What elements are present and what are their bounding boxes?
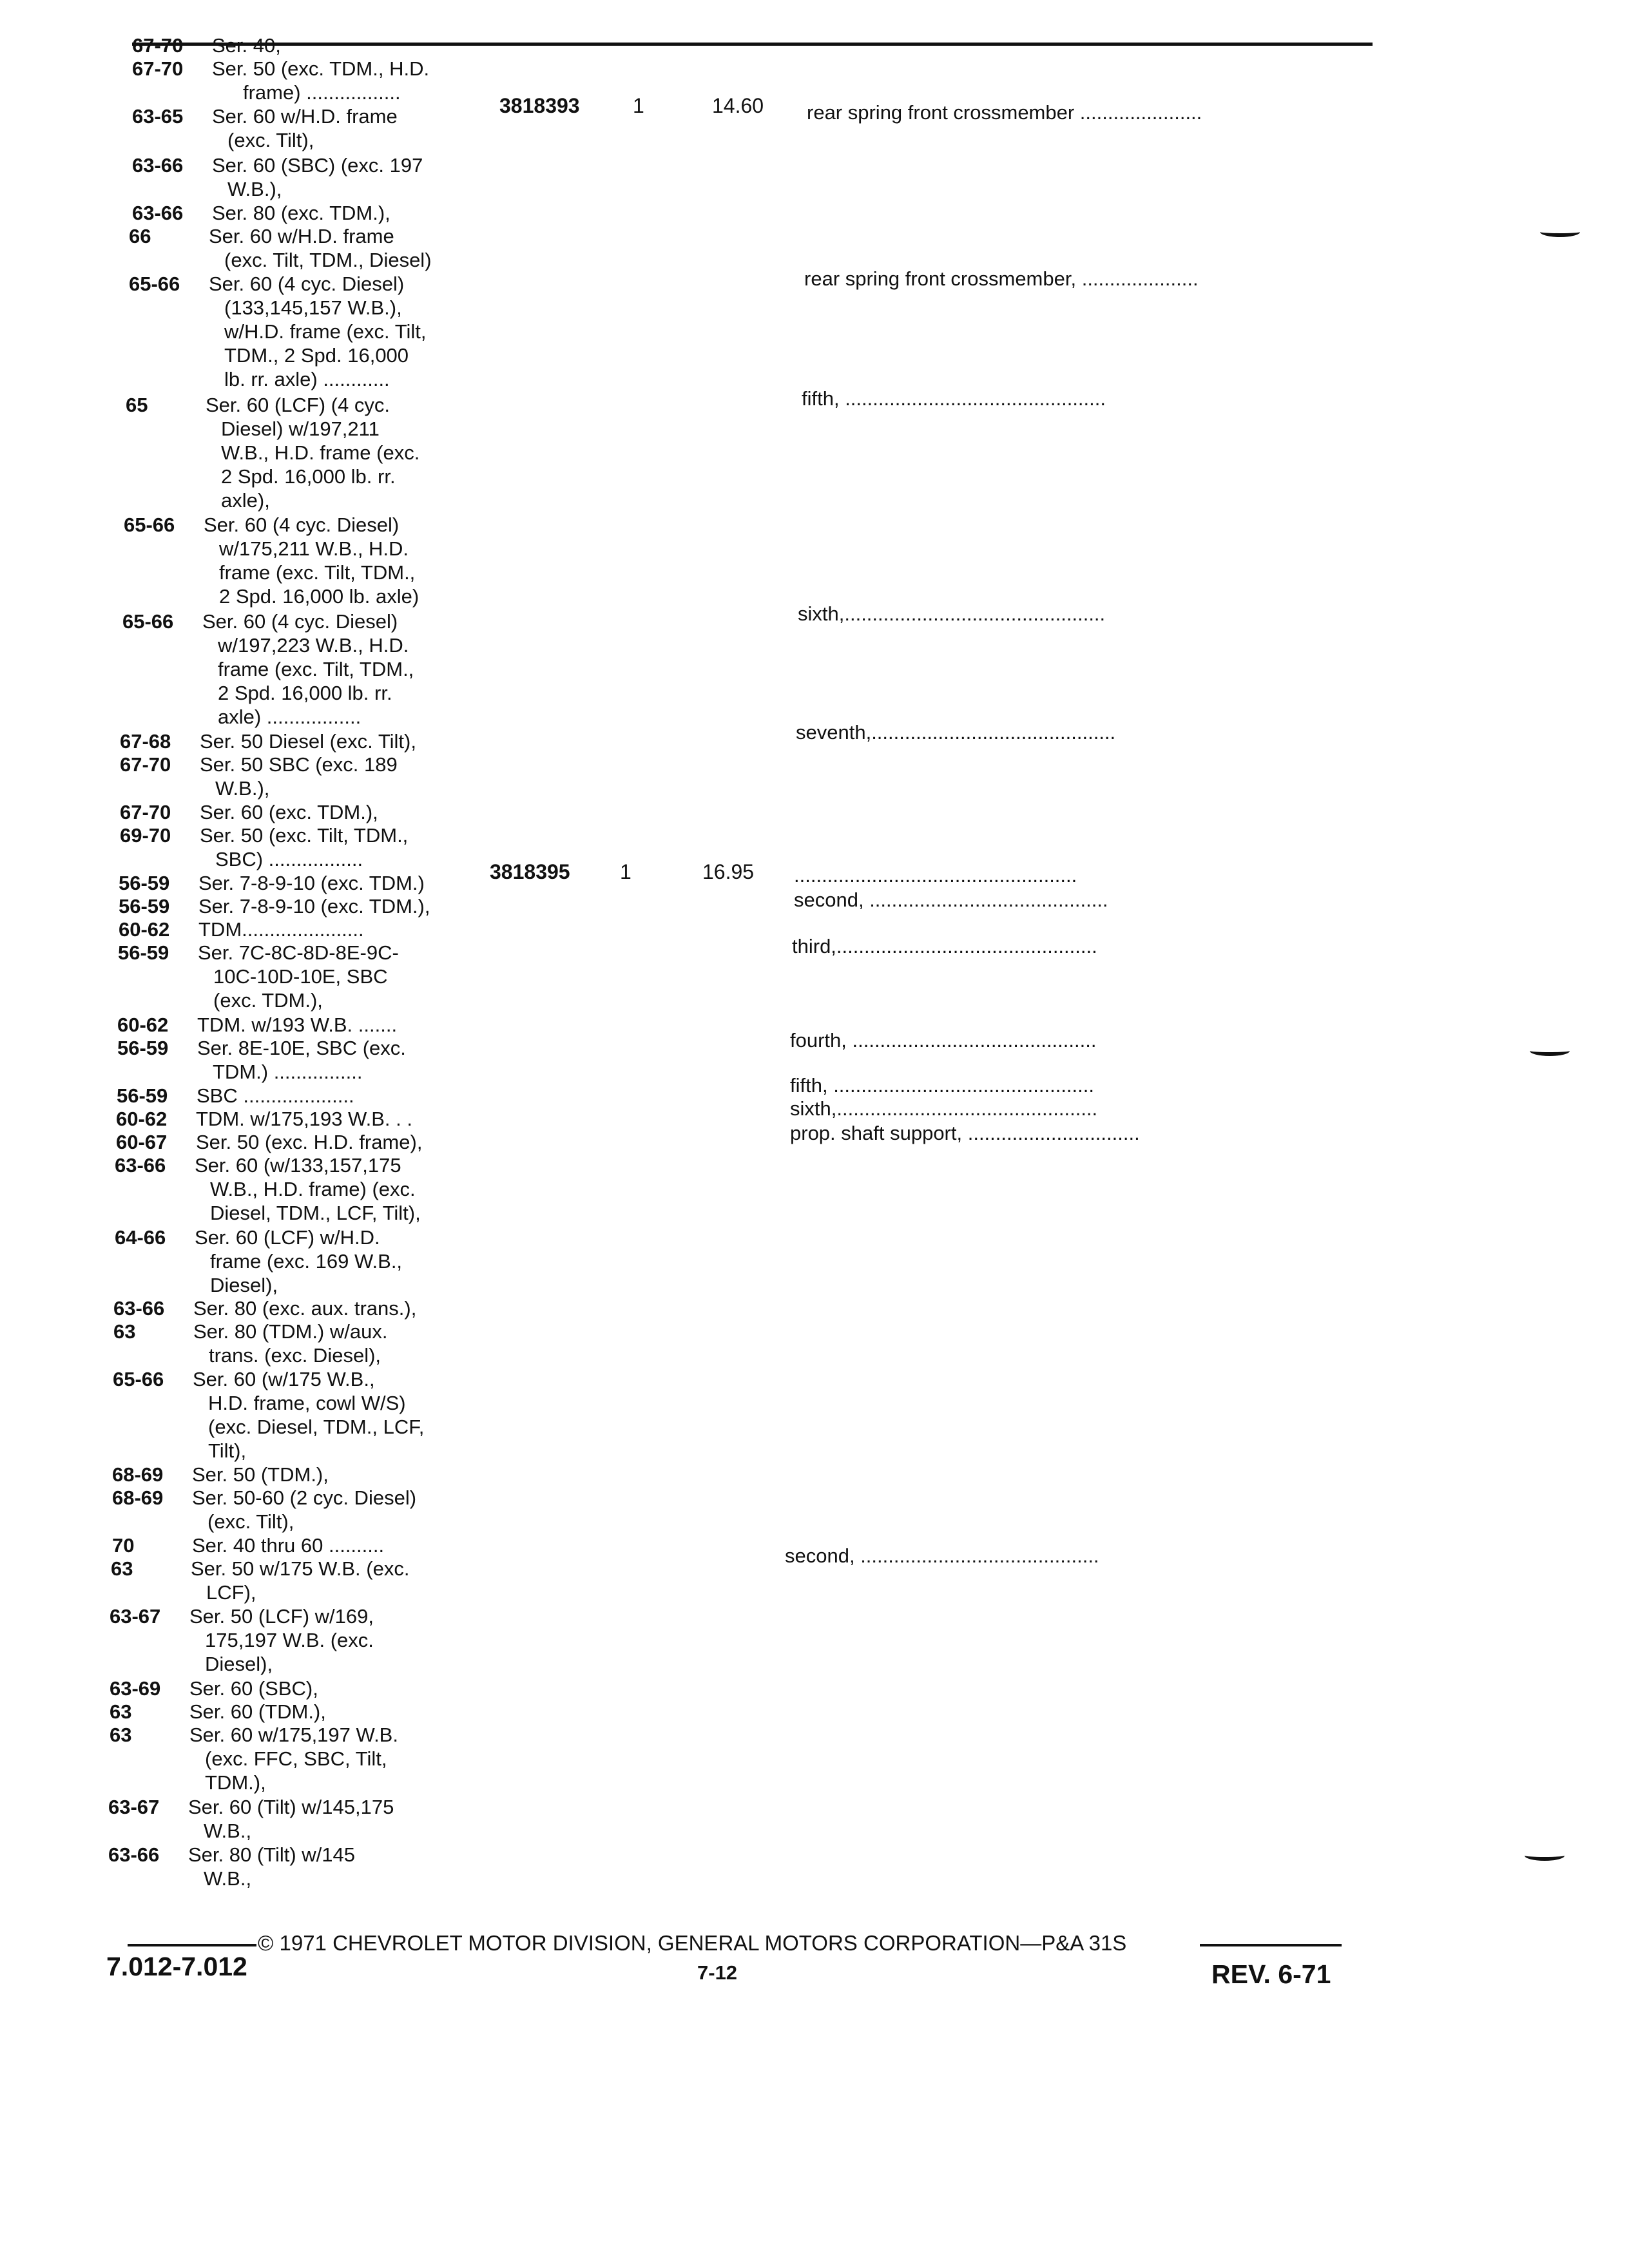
application-line: trans. (exc. Diesel),: [209, 1344, 381, 1367]
part-description: prop. shaft support, ...............................: [790, 1122, 1140, 1144]
model-years: 67-68: [120, 730, 171, 753]
application-line: SBC ....................: [197, 1084, 354, 1107]
application-line: Ser. 8E-10E, SBC (exc.: [197, 1037, 406, 1059]
application-line: Diesel, TDM., LCF, Tilt),: [210, 1202, 421, 1224]
application-line: (133,145,157 W.B.),: [224, 296, 402, 319]
part-description: third,...............................................: [792, 935, 1097, 957]
model-years: 63-67: [108, 1796, 160, 1818]
application-line: Ser. 60 (4 cyc. Diesel): [202, 610, 398, 633]
application-line: lb. rr. axle) ............: [224, 368, 390, 390]
part-description: fourth, ............................................: [790, 1029, 1097, 1052]
application-line: Ser. 50 (exc. TDM., H.D.: [212, 57, 430, 80]
quantity: 1: [633, 94, 644, 117]
model-years: 67-70: [120, 753, 171, 776]
application-line: (exc. TDM.),: [213, 989, 323, 1012]
model-years: 67-70: [132, 34, 184, 57]
application-line: W.B., H.D. frame (exc.: [221, 441, 420, 464]
quantity: 1: [620, 860, 631, 883]
model-years: 56-59: [117, 1037, 169, 1059]
application-line: Diesel) w/197,211: [221, 418, 380, 440]
model-years: 60-62: [117, 1014, 169, 1036]
application-line: Ser. 60 (exc. TDM.),: [200, 801, 378, 823]
application-line: Ser. 80 (Tilt) w/145: [188, 1843, 356, 1866]
application-line: W.B.),: [215, 777, 270, 800]
application-line: 175,197 W.B. (exc.: [205, 1629, 374, 1651]
model-years: 68-69: [112, 1463, 164, 1486]
part-description: second, ...........................................: [794, 889, 1108, 911]
application-line: Ser. 60 (SBC),: [189, 1677, 318, 1700]
application-line: TDM. w/193 W.B. .......: [197, 1014, 398, 1036]
application-line: Ser. 60 (Tilt) w/145,175: [188, 1796, 394, 1818]
price: 14.60: [712, 94, 764, 117]
application-line: frame) .................: [243, 81, 401, 104]
model-years: 63: [111, 1557, 133, 1580]
application-line: w/H.D. frame (exc. Tilt,: [224, 320, 427, 343]
application-line: Ser. 60 (SBC) (exc. 197: [212, 154, 423, 177]
application-line: TDM. w/175,193 W.B. . .: [196, 1108, 412, 1130]
footer-revision: REV. 6-71: [1211, 1959, 1331, 1989]
application-line: Diesel),: [210, 1274, 278, 1296]
application-line: Ser. 60 w/175,197 W.B.: [189, 1724, 398, 1746]
application-line: LCF),: [206, 1581, 256, 1604]
model-years: 60-62: [119, 918, 170, 941]
application-line: Diesel),: [205, 1653, 273, 1675]
application-line: H.D. frame, cowl W/S): [208, 1392, 406, 1414]
footer-rule-right: [1200, 1944, 1342, 1946]
model-years: 68-69: [112, 1486, 164, 1509]
application-line: axle),: [221, 489, 270, 512]
model-years: 66: [129, 225, 151, 247]
application-line: 2 Spd. 16,000 lb. rr.: [218, 682, 392, 704]
model-years: 56-59: [117, 1084, 168, 1107]
application-line: Ser. 50 w/175 W.B. (exc.: [191, 1557, 410, 1580]
application-line: 10C-10D-10E, SBC: [213, 965, 388, 988]
application-line: 2 Spd. 16,000 lb. axle): [219, 585, 419, 608]
binding-tick-mark: [1525, 1850, 1565, 1861]
model-years: 56-59: [119, 872, 170, 894]
part-description: rear spring front crossmember, .....................: [804, 267, 1199, 290]
binding-tick-mark: [1540, 227, 1580, 237]
application-line: (exc. Diesel, TDM., LCF,: [208, 1416, 425, 1438]
application-line: frame (exc. Tilt, TDM.,: [219, 561, 416, 584]
application-line: W.B., H.D. frame) (exc.: [210, 1178, 416, 1200]
model-years: 69-70: [120, 824, 171, 847]
top-rule: [132, 43, 1373, 46]
application-line: w/175,211 W.B., H.D.: [219, 537, 409, 560]
model-years: 65-66: [124, 514, 175, 536]
application-line: W.B.,: [204, 1820, 252, 1842]
application-line: SBC) .................: [215, 848, 363, 870]
model-years: 63-66: [113, 1297, 165, 1320]
application-line: Ser. 60 w/H.D. frame: [212, 105, 398, 128]
application-line: Ser. 60 w/H.D. frame: [209, 225, 394, 247]
application-line: W.B.),: [227, 178, 282, 200]
footer-page-number: 7-12: [697, 1961, 738, 1984]
part-description: sixth,...............................................: [798, 602, 1106, 625]
application-line: Ser. 50 Diesel (exc. Tilt),: [200, 730, 416, 753]
application-line: Ser. 60 (LCF) (4 cyc.: [206, 394, 390, 416]
application-line: (exc. Tilt, TDM., Diesel): [224, 249, 432, 271]
model-years: 70: [112, 1534, 135, 1557]
application-line: Ser. 60 (w/175 W.B.,: [193, 1368, 375, 1390]
application-line: Ser. 40,: [212, 34, 281, 57]
application-line: Ser. 50 (exc. H.D. frame),: [196, 1131, 423, 1153]
application-line: W.B.,: [204, 1867, 252, 1890]
part-description: second, ...........................................: [785, 1544, 1099, 1567]
application-line: frame (exc. Tilt, TDM.,: [218, 658, 414, 680]
application-line: Ser. 50-60 (2 cyc. Diesel): [192, 1486, 417, 1509]
application-line: Ser. 7C-8C-8D-8E-9C-: [198, 941, 399, 964]
model-years: 56-59: [119, 895, 170, 918]
model-years: 65-66: [129, 273, 180, 295]
application-line: TDM.) ................: [213, 1061, 363, 1083]
footer-rule-left: [128, 1944, 256, 1946]
application-line: TDM.),: [205, 1771, 266, 1794]
part-description: rear spring front crossmember ......................: [807, 101, 1202, 124]
model-years: 63-66: [108, 1843, 160, 1866]
application-line: TDM., 2 Spd. 16,000: [224, 344, 409, 367]
model-years: 65: [126, 394, 148, 416]
part-description: seventh,............................................: [796, 721, 1116, 744]
model-years: 67-70: [132, 57, 184, 80]
part-description: fifth, ...............................................: [802, 387, 1106, 410]
application-line: Ser. 80 (TDM.) w/aux.: [193, 1320, 388, 1343]
application-line: 2 Spd. 16,000 lb. rr.: [221, 465, 396, 488]
application-line: (exc. Tilt),: [207, 1510, 294, 1533]
model-years: 63-69: [110, 1677, 161, 1700]
application-line: axle) .................: [218, 706, 361, 728]
part-number: 3818393: [499, 94, 580, 117]
application-line: w/197,223 W.B., H.D.: [218, 634, 409, 657]
binding-tick-mark: [1530, 1046, 1570, 1056]
application-line: Ser. 60 (TDM.),: [189, 1700, 326, 1723]
application-line: Ser. 60 (LCF) w/H.D.: [195, 1226, 380, 1249]
application-line: Ser. 80 (exc. aux. trans.),: [193, 1297, 417, 1320]
footer-copyright: © 1971 CHEVROLET MOTOR DIVISION, GENERAL MOTORS CORPORATION—P&A 31S: [258, 1931, 1127, 1955]
application-line: Ser. 50 (exc. Tilt, TDM.,: [200, 824, 409, 847]
application-line: Ser. 7-8-9-10 (exc. TDM.),: [198, 895, 430, 918]
model-years: 63-65: [132, 105, 184, 128]
application-line: (exc. Tilt),: [227, 129, 314, 151]
application-line: Ser. 60 (w/133,157,175: [195, 1154, 401, 1177]
model-years: 63-67: [110, 1605, 161, 1628]
application-line: Ser. 7-8-9-10 (exc. TDM.): [198, 872, 425, 894]
application-line: (exc. FFC, SBC, Tilt,: [205, 1747, 387, 1770]
model-years: 60-67: [116, 1131, 168, 1153]
model-years: 67-70: [120, 801, 171, 823]
model-years: 63-66: [115, 1154, 166, 1177]
model-years: 65-66: [113, 1368, 164, 1390]
application-line: Ser. 60 (4 cyc. Diesel): [209, 273, 405, 295]
model-years: 64-66: [115, 1226, 166, 1249]
model-years: 63-66: [132, 202, 184, 224]
application-line: frame (exc. 169 W.B.,: [210, 1250, 403, 1273]
part-number: 3818395: [490, 860, 570, 883]
model-years: 63: [110, 1724, 132, 1746]
application-line: TDM......................: [198, 918, 364, 941]
footer-section-number: 7.012-7.012: [106, 1952, 247, 1981]
part-description: sixth,...............................................: [790, 1097, 1098, 1120]
part-description: ...................................................: [794, 864, 1077, 887]
model-years: 60-62: [116, 1108, 168, 1130]
model-years: 56-59: [118, 941, 169, 964]
model-years: 63-66: [132, 154, 184, 177]
application-line: Ser. 60 (4 cyc. Diesel): [204, 514, 400, 536]
application-line: Ser. 50 (TDM.),: [192, 1463, 329, 1486]
application-line: Tilt),: [208, 1439, 247, 1462]
application-line: Ser. 50 SBC (exc. 189: [200, 753, 398, 776]
model-years: 63: [113, 1320, 136, 1343]
application-line: Ser. 80 (exc. TDM.),: [212, 202, 390, 224]
application-line: Ser. 50 (LCF) w/169,: [189, 1605, 374, 1628]
price: 16.95: [702, 860, 755, 883]
part-description: fifth, ...............................................: [790, 1074, 1094, 1097]
application-line: Ser. 40 thru 60 ..........: [192, 1534, 385, 1557]
model-years: 63: [110, 1700, 132, 1723]
model-years: 65-66: [122, 610, 174, 633]
